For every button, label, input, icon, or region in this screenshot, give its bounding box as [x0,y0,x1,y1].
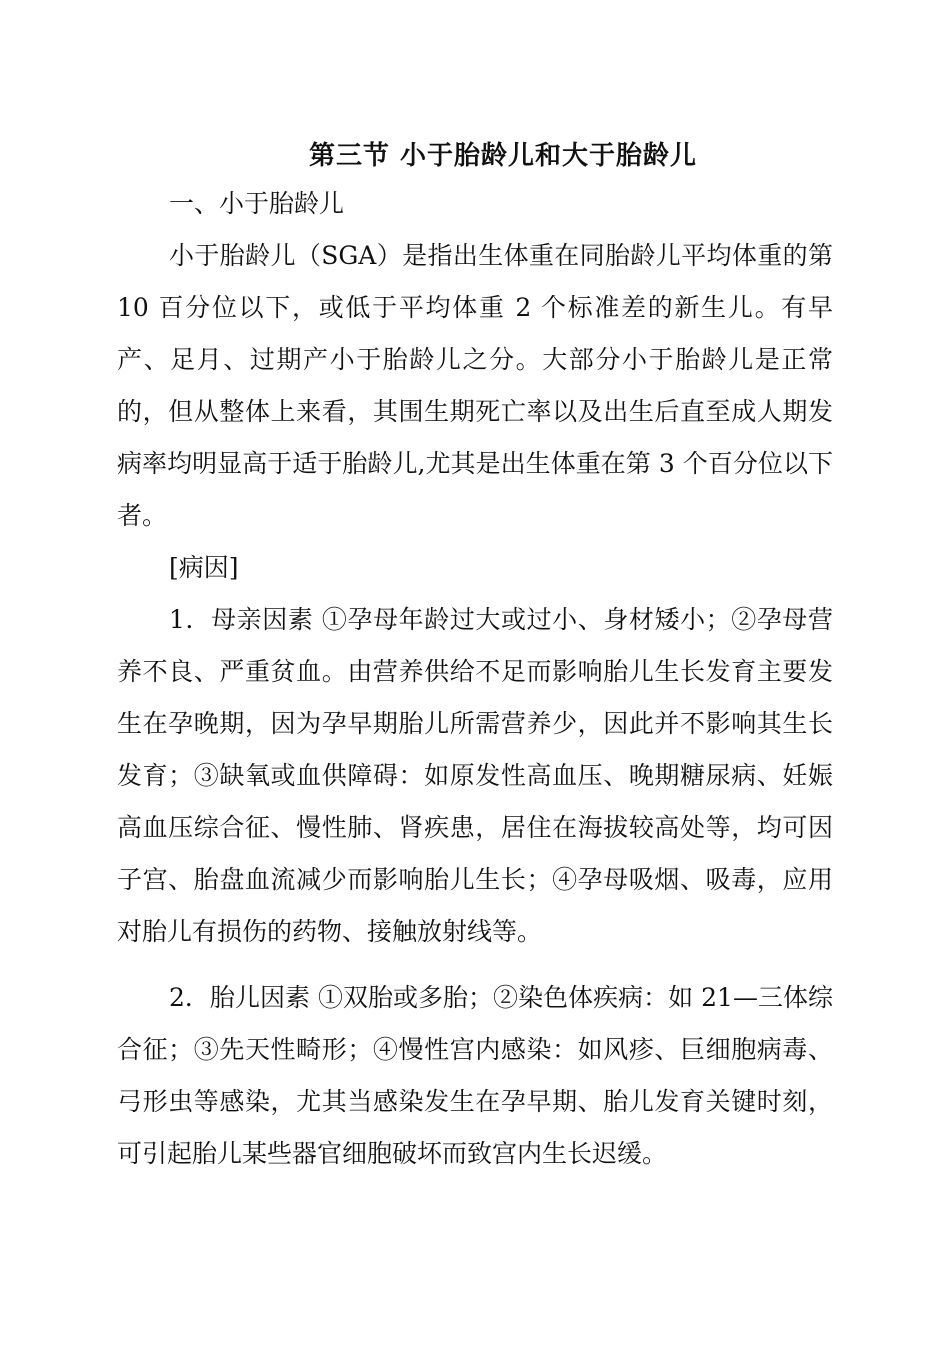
paragraph-definition: 小于胎龄儿（SGA）是指出生体重在同胎龄儿平均体重的第 10 百分位以下，或低于平均体重 2 个标准差的新生儿。有早产、足月、过期产小于胎龄儿之分。大部分小于胎龄儿是正常的，但从整体上来看，其围生期死亡率以及出生后直至成人期发病率均明显高于适于胎龄儿,尤其是出生体重在第 3 个百分位以下者。 [117,241,833,530]
section-heading: 一、小于胎龄儿 [169,189,345,218]
paragraph-maternal-factors: 1．母亲因素 ①孕母年龄过大或过小、身材矮小；②孕母营养不良、严重贫血。由营养供给不足而影响胎儿生长发育主要发生在孕晚期，因为孕早期胎儿所需营养少，因此并不影响其生长发育；③缺氧或血供障碍：如原发性高血压、晚期糖尿病、妊娠高血压综合征、慢性肺、肾疾患，居住在海拔较高处等，均可因子宫、胎盘血流减少而影响胎儿生长；④孕母吸烟、吸毒，应用对胎儿有损伤的药物、接触放射线等。 [117,605,833,946]
paragraph-fetal-factors: 2．胎儿因素 ①双胎或多胎；②染色体疾病：如 21—三体综合征；③先天性畸形；④慢性宫内感染：如风疹、巨细胞病毒、弓形虫等感染，尤其当感染发生在孕早期、胎儿发育关键时刻，可引起胎儿某些器官细胞破坏而致宫内生长迟缓。 [117,983,833,1168]
document-page [117,134,833,1180]
page-title: 第三节 小于胎龄儿和大于胎龄儿 [308,141,698,171]
subheading-etiology: [病因] [169,553,239,582]
